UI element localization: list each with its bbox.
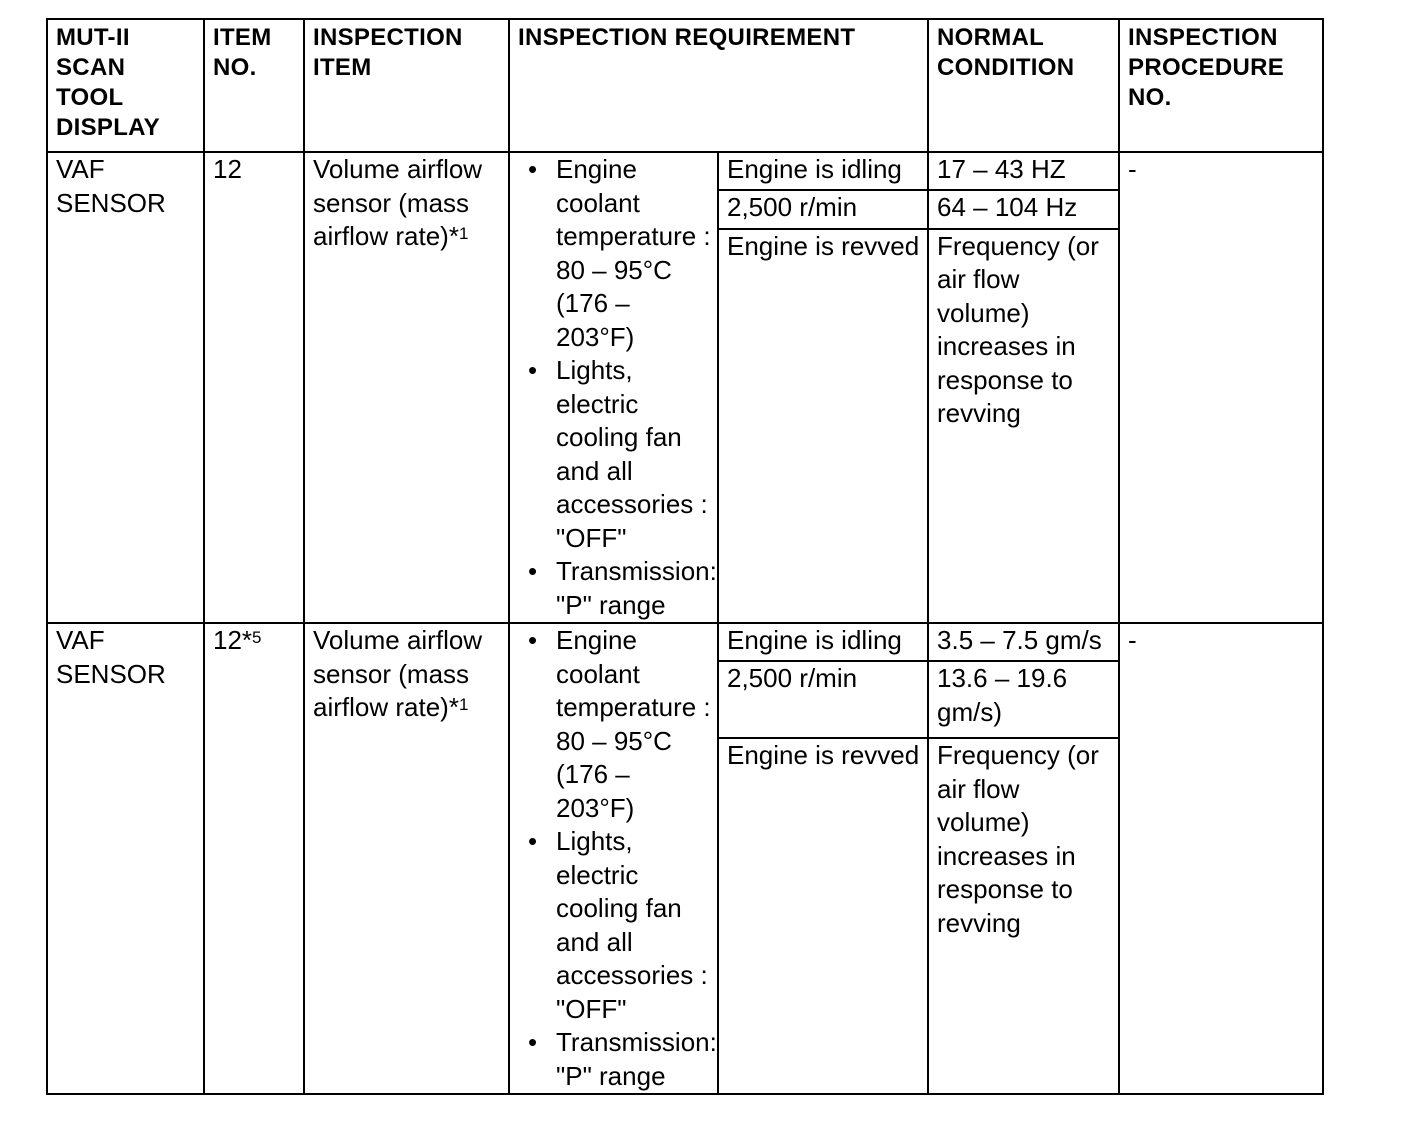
display-cell: VAF SENSOR [47,623,204,1094]
requirement-item: • Lights, electric cooling fan and all accessories : "OFF" [518,825,711,1026]
header-inspection-requirement: INSPECTION REQUIREMENT [509,19,928,152]
inspection-item: Volume airflow sensor (mass airflow rate)* [313,154,483,251]
inspection-item-cell [304,152,509,623]
item-no-sup: 5 [252,628,262,647]
inspection-item-sup: 1 [458,695,469,714]
requirement-item: • Lights, electric cooling fan and all accessories : "OFF" [518,354,711,555]
condition-state: Engine is idling [718,152,928,190]
condition-normal: Frequency (or air flow volume) increases in response to revving [928,738,1119,1094]
condition-normal: 3.5 – 7.5 gm/s [928,623,1119,661]
requirement-item: • Engine coolant temperature : 80 – 95°C (176 – 203°F) [518,153,711,354]
procedure-no-cell: - [1119,623,1323,1094]
item-no: 12* [213,625,253,655]
condition-normal: 64 – 104 Hz [928,190,1119,228]
item-no: 12 [213,154,242,184]
requirements-cell [509,152,718,623]
requirement-item: • Engine coolant temperature : 80 – 95°C (176 – 203°F) [518,624,711,825]
inspection-table [46,18,1324,1095]
condition-state: Engine is revved [718,229,928,623]
table-row [47,623,1323,661]
requirement-item: • Transmission: "P" range [518,555,711,622]
header-normal-condition: NORMAL CONDITION [928,19,1119,152]
header-row [47,19,1323,152]
condition-normal: Frequency (or air flow volume) increases in response to revving [928,229,1119,623]
condition-state: Engine is idling [718,623,928,661]
procedure-no-cell: - [1119,152,1323,623]
condition-state: Engine is revved [718,738,928,1094]
inspection-item: Volume airflow sensor (mass airflow rate)* [313,625,483,722]
requirement-item: • Transmission: "P" range [518,1026,711,1093]
condition-state: 2,500 r/min [718,661,928,738]
inspection-item-sup: 1 [458,224,469,243]
header-inspection-item: INSPECTION ITEM [304,19,509,152]
display-cell: VAF SENSOR [47,152,204,623]
condition-normal: 13.6 – 19.6 gm/s) [928,661,1119,738]
item-no-cell [204,152,304,623]
requirements-cell [509,623,718,1094]
header-procedure-no: INSPECTION PROCEDURE NO. [1119,19,1323,152]
condition-state: 2,500 r/min [718,190,928,228]
item-no-cell [204,623,304,1094]
table-row [47,152,1323,190]
header-item-no: ITEM NO. [204,19,304,152]
inspection-item-cell [304,623,509,1094]
header-display: MUT-II SCAN TOOL DISPLAY [47,19,204,152]
condition-normal: 17 – 43 HZ [928,152,1119,190]
